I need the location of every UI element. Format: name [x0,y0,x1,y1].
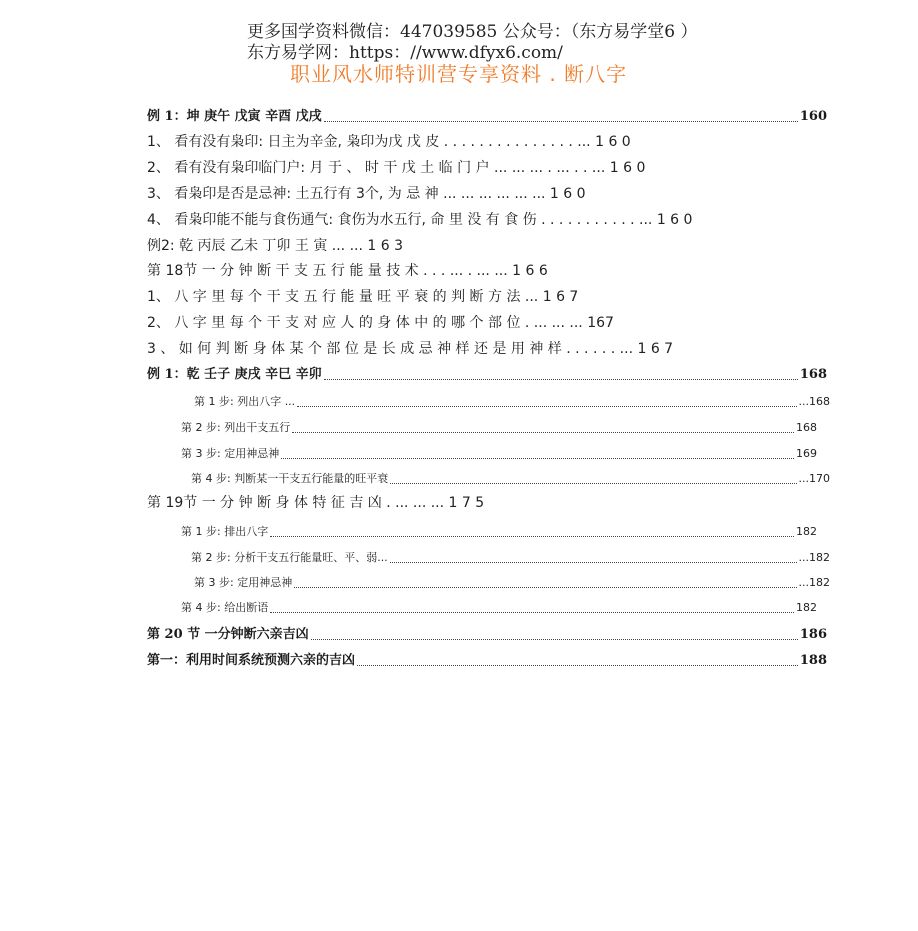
toc-entry[interactable] [147,133,827,151]
toc-entry[interactable] [194,574,830,592]
toc-entry[interactable] [194,393,830,411]
toc-entry-title: 第 1 步: 列出八字 ... [194,395,296,408]
toc-dot-leader [324,120,798,122]
toc-entry[interactable] [147,288,827,306]
toc-entry[interactable] [147,494,827,512]
toc-dot-leader [357,664,798,666]
toc-entry[interactable] [147,159,827,177]
toc-entry[interactable] [147,366,827,384]
toc-entry-title: 第 3 步: 定用神忌神 [194,576,293,589]
toc-entry-title: 3 、 如 何 判 断 身 体 某 个 部 位 是 长 成 忌 神 样 还 是 用 神 样 . . . . . . ... 1 6 7 [147,341,674,357]
toc-dot-leader [297,405,796,407]
toc-entry-page: ...168 [798,395,830,408]
toc-entry-title: 3、 看枭印是否是忌神: 土五行有 3个, 为 忌 神 ... ... ... ... ... ... 1 6 0 [147,186,586,202]
toc-entry-title: 第 19节 一 分 钟 断 身 体 特 征 吉 凶 . ... ... ... 1 7 5 [147,495,485,511]
toc-entry-title: 2、 看有没有枭印临门户: 月 于 、 时 干 戊 土 临 门 户 ... ... ... . ... . . ... 1 6 0 [147,160,646,176]
toc-entry-title: 第 18节 一 分 钟 断 干 支 五 行 能 量 技 术 . . . ... . ... ... 1 6 6 [147,263,548,279]
toc-entry-title: 第 4 步: 判断某一干支五行能量的旺平衰 [191,472,389,485]
toc-entry-title: 例 1：乾 壬子 庚戌 辛巳 辛卯 [147,367,322,382]
toc-entry-page: ...182 [798,551,830,564]
toc-dot-leader [390,561,797,563]
toc-entry-title: 4、 看枭印能不能与食伤通气: 食伤为水五行, 命 里 没 有 食 伤 . . . . . . . . . . . ... 1 6 0 [147,212,693,228]
toc-entry-page: 168 [799,367,827,382]
toc-dot-leader [311,638,798,640]
document-title: 职业风水师特训营专享资料 . 断八字 [290,62,628,86]
toc-entry-title: 2、 八 字 里 每 个 干 支 对 应 人 的 身 体 中 的 哪 个 部 位 . ... ... ... 167 [147,315,614,331]
toc-entry[interactable] [181,599,817,617]
toc-entry-page: 160 [799,109,827,124]
toc-entry[interactable] [147,211,827,229]
toc-dot-leader [270,611,794,613]
toc-entry-title: 第一：利用时间系统预测六亲的吉凶 [147,653,356,668]
toc-entry[interactable] [147,314,827,332]
toc-entry-page: 182 [796,601,817,614]
toc-entry[interactable] [147,626,827,644]
toc-entry-title: 第 2 步: 分析干支五行能量旺、平、弱... [191,551,388,564]
toc-entry[interactable] [181,419,817,437]
toc-entry-title: 例2: 乾 丙辰 乙未 丁卯 王 寅 ... ... 1 6 3 [147,238,403,254]
toc-dot-leader [294,586,796,588]
toc-entry-page: 182 [796,525,817,538]
toc-entry-page: 168 [796,421,817,434]
toc-entry[interactable] [147,340,827,358]
toc-entry[interactable] [147,108,827,126]
toc-entry-title: 例 1：坤 庚午 戊寅 辛酉 戊戌 [147,109,322,124]
toc-entry[interactable] [147,237,827,255]
toc-entry-page: 186 [799,627,827,642]
header-website-line: 东方易学网：https：//www.dfyx6.com/ [247,43,563,63]
toc-entry[interactable] [147,185,827,203]
toc-dot-leader [324,378,798,380]
toc-entry[interactable] [181,445,817,463]
toc-dot-leader [270,535,794,537]
toc-entry[interactable] [147,652,827,670]
toc-entry-title: 第 1 步: 排出八字 [181,525,269,538]
toc-entry[interactable] [147,262,827,280]
toc-entry-page: ...170 [798,472,830,485]
toc-entry-title: 第 2 步: 列出干支五行 [181,421,291,434]
toc-entry-title: 第 20 节 一分钟断六亲吉凶 [147,627,309,642]
toc-entry[interactable] [181,523,817,541]
toc-entry-page: ...182 [798,576,830,589]
toc-entry-title: 第 3 步: 定用神忌神 [181,447,280,460]
toc-dot-leader [390,482,796,484]
toc-entry-page: 169 [796,447,817,460]
toc-entry[interactable] [191,549,830,567]
toc-entry[interactable] [191,470,830,488]
toc-entry-page: 188 [799,653,827,668]
header-wechat-line: 更多国学资料微信：447039585 公众号：（东方易学堂6 ） [247,22,698,42]
toc-entry-title: 1、 看有没有枭印: 日主为辛金, 枭印为戊 戊 皮 . . . . . . . . . . . . . . . ... 1 6 0 [147,134,631,150]
toc-entry-title: 1、 八 字 里 每 个 干 支 五 行 能 量 旺 平 衰 的 判 断 方 法 ... 1 6 7 [147,289,579,305]
toc-dot-leader [281,457,794,459]
toc-dot-leader [292,431,794,433]
toc-entry-title: 第 4 步: 给出断语 [181,601,269,614]
